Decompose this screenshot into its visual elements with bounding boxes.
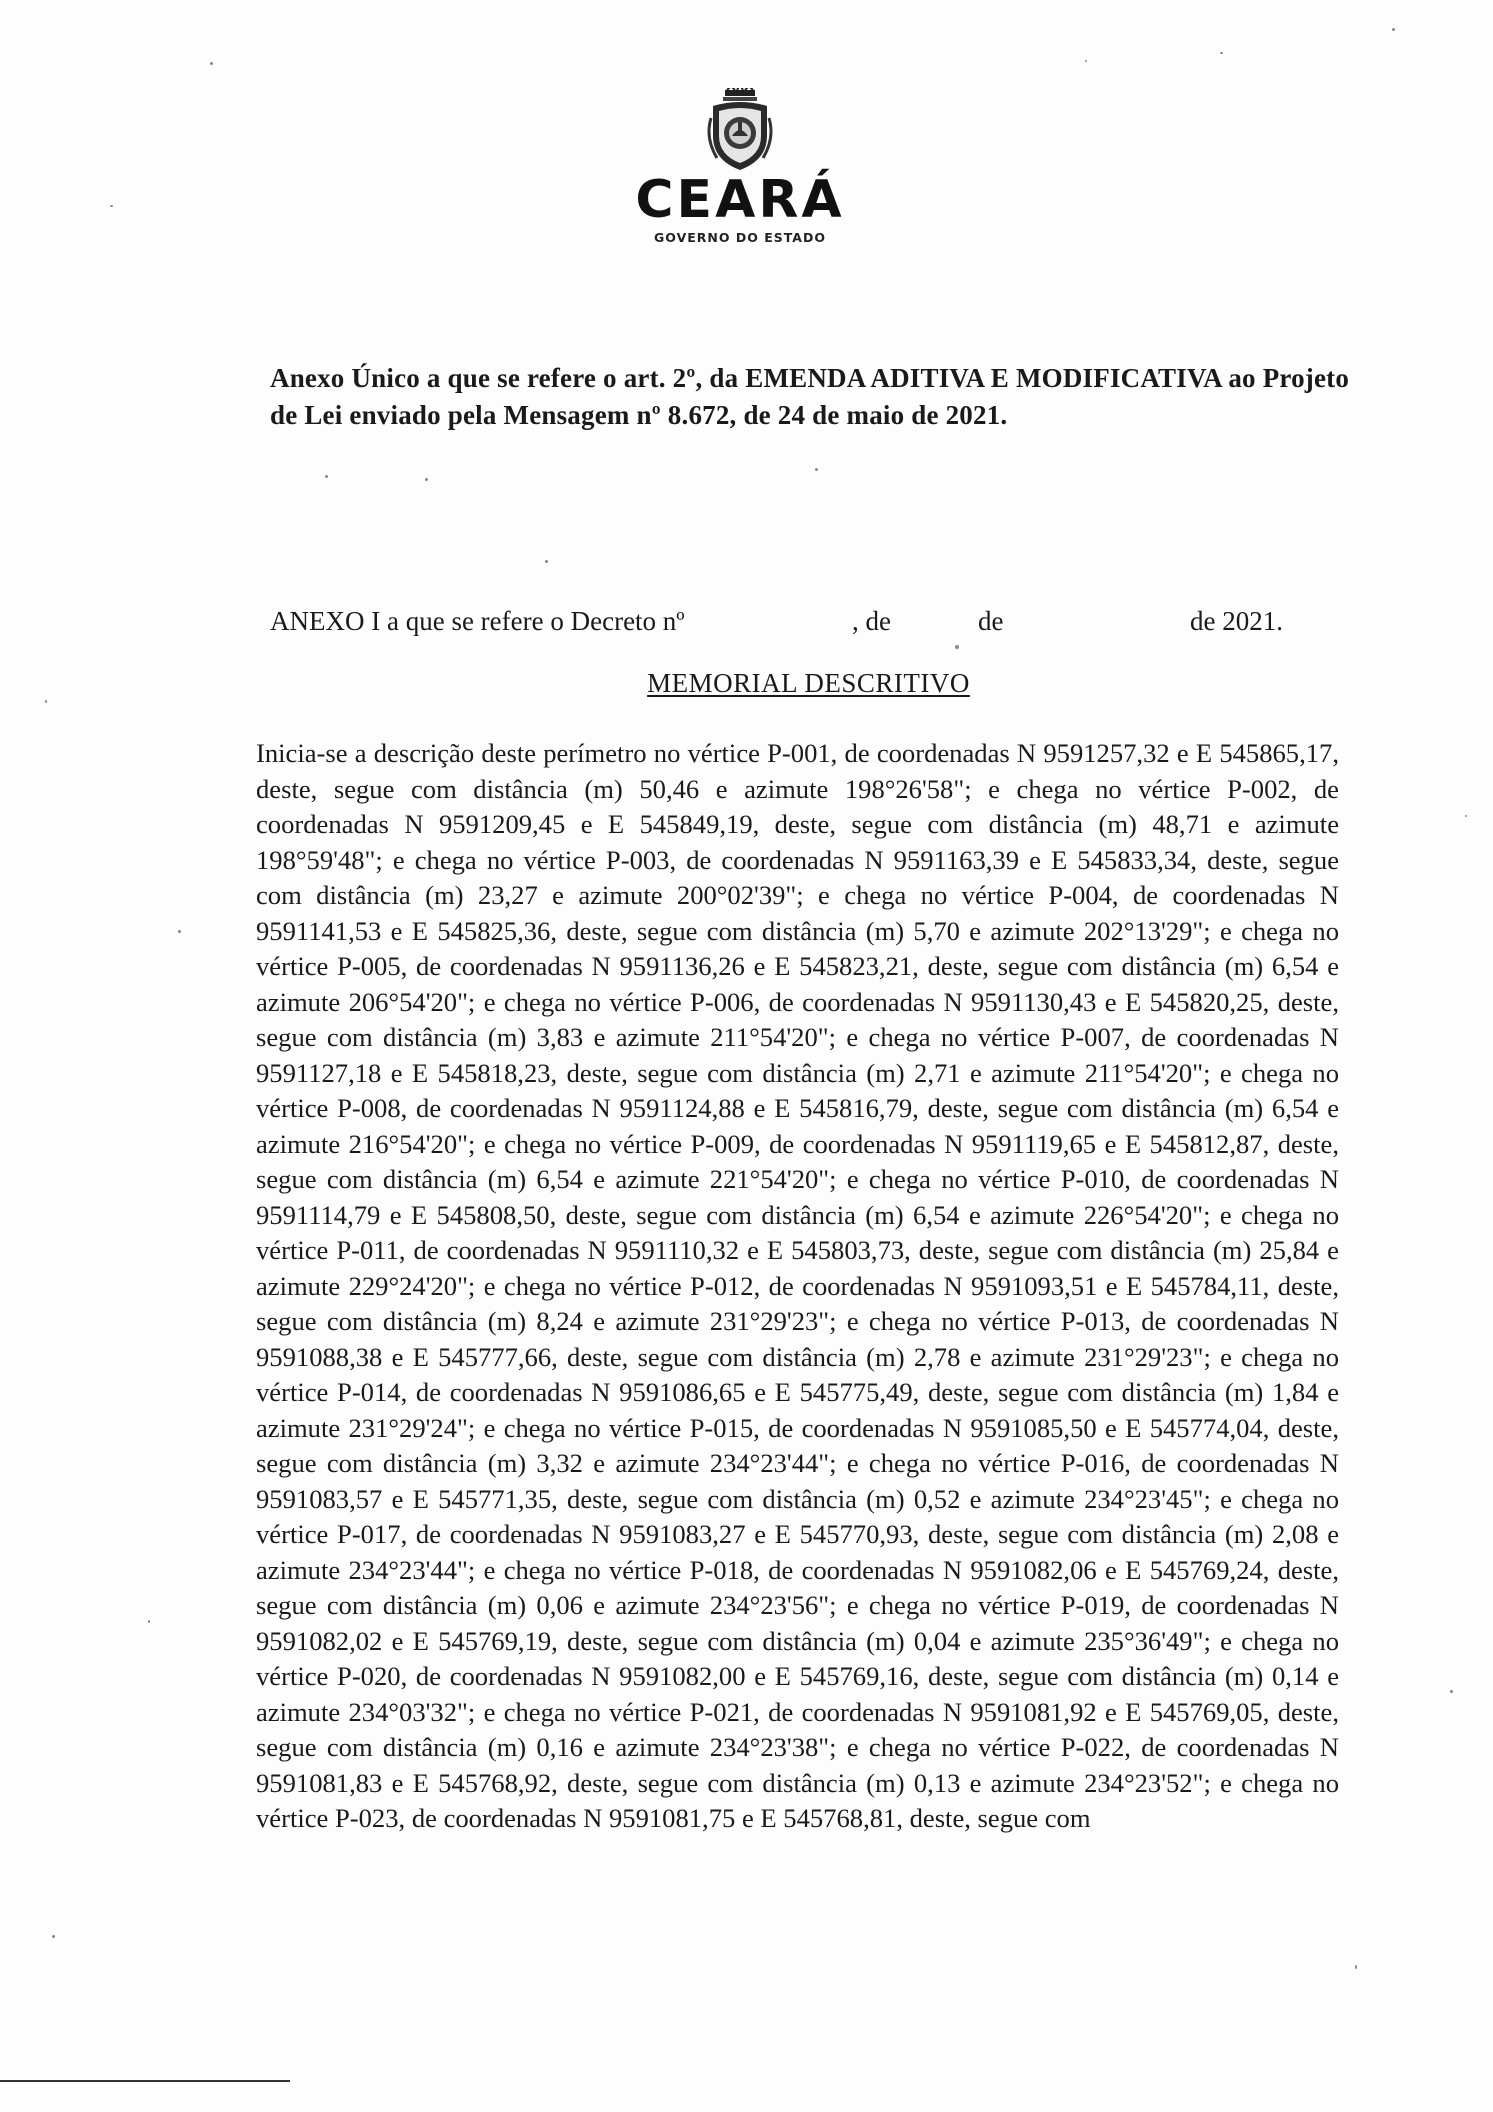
- scan-speck: [110, 205, 113, 207]
- scan-speck: [178, 930, 181, 933]
- decree-year: de 2021.: [1190, 606, 1283, 636]
- memorial-title: MEMORIAL DESCRITIVO: [647, 668, 970, 698]
- scan-speck: [52, 1935, 55, 1938]
- state-name: CEARÁ: [635, 170, 845, 230]
- scan-speck: [1450, 1690, 1453, 1693]
- decree-date-de-2: de: [978, 606, 1004, 636]
- scan-speck: [815, 468, 818, 471]
- scan-speck: [148, 1620, 150, 1623]
- scan-speck: [1355, 1965, 1357, 1969]
- scan-speck: [325, 475, 328, 478]
- scan-speck: [1465, 815, 1467, 817]
- scan-speck: [210, 62, 213, 65]
- perimeter-description: Inicia-se a descrição deste perímetro no vértice P-001, de coordenadas N 9591257,32 e E 545865,17, deste, segue com distância (m) 50,46 e azimute 198°26'58"; e chega no vértice P-002, de coordenadas N 9591209,45 e E 545849,19, deste, segue com distância (m) 48,71 e azimute 198°59'48"; e chega no vértice P-003, de coordenadas N 9591163,39 e E 545833,34, deste, segue com distância (m) 23,27 e azimute 200°02'39"; e chega no vértice P-004, de coordenadas N 9591141,53 e E 545825,36, deste, segue com distância (m) 5,70 e azimute 202°13'29"; e chega no vértice P-005, de coordenadas N 9591136,26 e E 545823,21, deste, segue com distância (m) 6,54 e azimute 206°54'20"; e chega no vértice P-006, de coordenadas N 9591130,43 e E 545820,25, deste, segue com distância (m) 3,83 e azimute 211°54'20"; e chega no vértice P-007, de coordenadas N 9591127,18 e E 545818,23, deste, segue com distância (m) 2,71 e azimute 211°54'20"; e chega no vértice P-008, de coordenadas N 9591124,88 e E 545816,79, deste, segue com distância (m) 6,54 e azimute 216°54'20"; e chega no vértice P-009, de coordenadas N 9591119,65 e E 545812,87, deste, segue com distância (m) 6,54 e azimute 221°54'20"; e chega no vértice P-010, de coordenadas N 9591114,79 e E 545808,50, deste, segue com distância (m) 6,54 e azimute 226°54'20"; e chega no vértice P-011, de coordenadas N 9591110,32 e E 545803,73, deste, segue com distância (m) 25,84 e azimute 229°24'20"; e chega no vértice P-012, de coordenadas N 9591093,51 e E 545784,11, deste, segue com distância (m) 8,24 e azimute 231°29'23"; e chega no vértice P-013, de coordenadas N 9591088,38 e E 545777,66, deste, segue com distância (m) 2,78 e azimute 231°29'23"; e chega no vértice P-014, de coordenadas N 9591086,65 e E 545775,49, deste, segue com distância (m) 1,84 e azimute 231°29'24"; e chega no vértice P-015, de coordenadas N 9591085,50 e E 545774,04, deste, segue com distância (m) 3,32 e azimute 234°23'44"; e chega no vértice P-016, de coordenadas N 9591083,57 e E 545771,35, deste, segue com distância (m) 0,52 e azimute 234°23'45"; e chega no vértice P-017, de coordenadas N 9591083,27 e E 545770,93, deste, segue com distância (m) 2,08 e azimute 234°23'44"; e chega no vértice P-018, de coordenadas N 9591082,06 e E 545769,24, deste, segue com distância (m) 0,06 e azimute 234°23'56"; e chega no vértice P-019, de coordenadas N 9591082,02 e E 545769,19, deste, segue com distância (m) 0,04 e azimute 235°36'49"; e chega no vértice P-020, de coordenadas N 9591082,00 e E 545769,16, deste, segue com distância (m) 0,14 e azimute 234°03'32"; e chega no vértice P-021, de coordenadas N 9591081,92 e E 545769,05, deste, segue com distância (m) 0,16 e azimute 234°23'38"; e chega no vértice P-022, de coordenadas N 9591081,83 e E 545768,92, deste, segue com distância (m) 0,13 e azimute 234°23'52"; e chega no vértice P-023, de coordenadas N 9591081,75 e E 545768,81, deste, segue com: [256, 738, 1339, 1833]
- footer-divider: [0, 2080, 290, 2082]
- decree-prefix: ANEXO I a que se refere o Decreto nº: [270, 606, 685, 636]
- annex-heading: Anexo Único a que se refere o art. 2º, da EMENDA ADITIVA E MODIFICATIVA ao Projeto de Lei enviado pela Mensagem nº 8.672, de 24 de maio de 2021.: [270, 363, 1350, 430]
- scan-speck: [1220, 52, 1223, 54]
- decree-reference-line: [270, 606, 1300, 646]
- scan-speck: [545, 560, 548, 563]
- scan-speck: [425, 478, 428, 481]
- scan-speck: [1085, 60, 1087, 62]
- coat-of-arms-icon: [705, 88, 775, 174]
- decree-date-de-1: , de: [852, 606, 891, 636]
- government-label: GOVERNO DO ESTADO: [654, 230, 826, 245]
- memorial-title-row: [0, 668, 1493, 699]
- state-logo: [630, 88, 850, 245]
- scan-speck: [45, 700, 47, 703]
- scan-speck: [1392, 28, 1395, 31]
